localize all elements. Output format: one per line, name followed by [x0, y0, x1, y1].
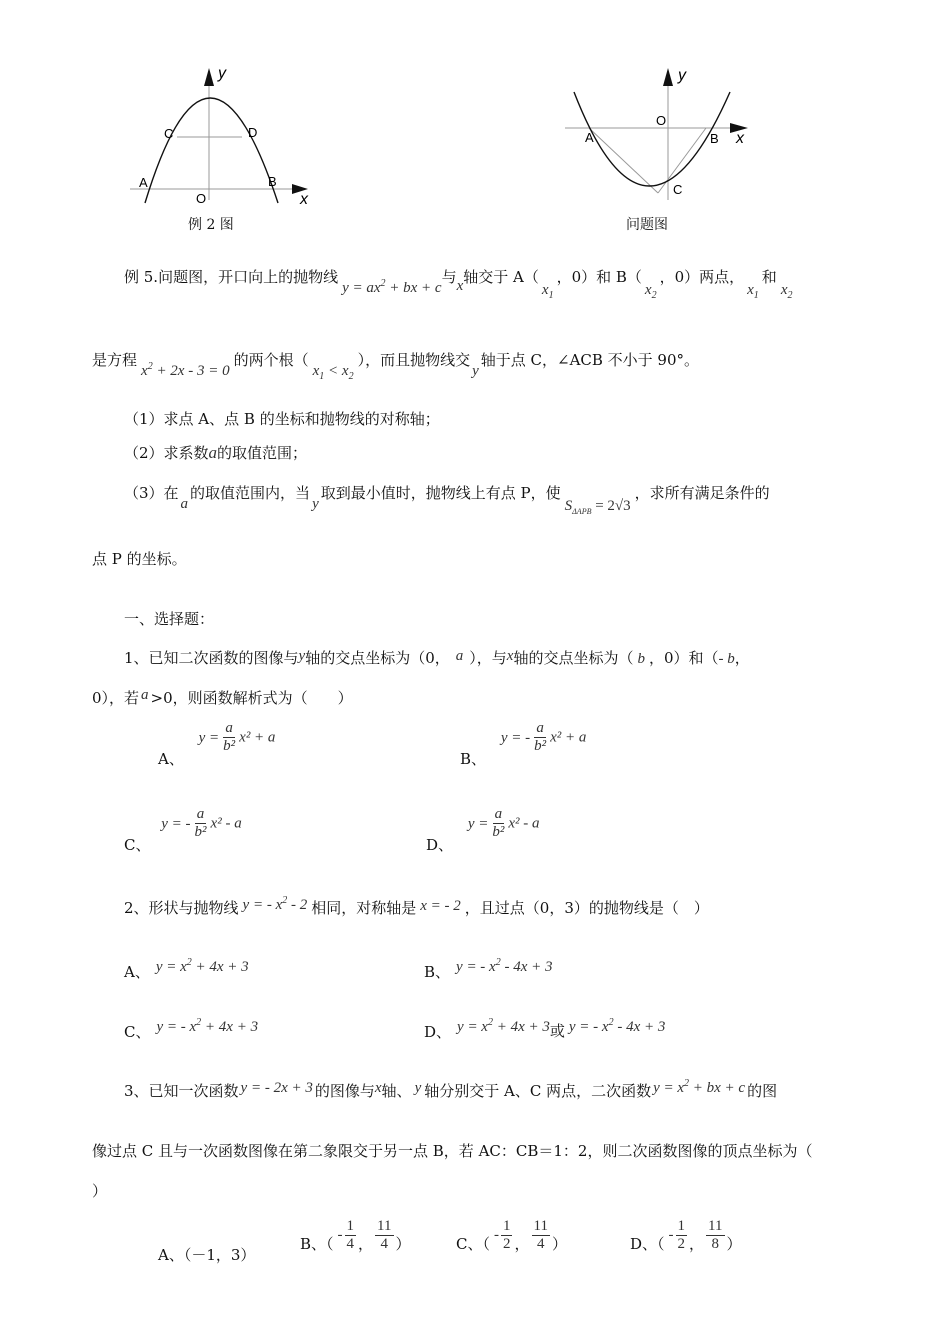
- ex5-area-expr: $S_{\Delta APB} = 2√3$: [564, 498, 631, 516]
- fig1-label-c: C: [164, 126, 174, 141]
- figure-problem: [560, 60, 760, 210]
- q3-option-b[interactable]: B、（ - $\frac{1}{4}$ ， $\frac{11}{4}$ ）: [300, 1218, 411, 1253]
- q2-line1: 2、形状与抛物线 y = - $x^2 - 2$ 相同，对称轴是 x = - 2 ，且过点（0，3）的抛物线是（ ）: [124, 895, 709, 917]
- q2-option-b[interactable]: B、 y = - $x^2 - 4x + 3$: [424, 957, 553, 981]
- q1-option-d[interactable]: D、 y = $\frac{a}{\text{b²}}$ x² - a: [426, 806, 540, 854]
- q2-option-c[interactable]: C、 y = - $x^2 + 4x + 3$: [124, 1017, 259, 1041]
- q2-option-a[interactable]: A、 $y = x^2 + 4x + 3$: [124, 957, 249, 981]
- ex5-x2: $x_2$: [644, 282, 657, 301]
- fig2-caption: 问题图: [626, 217, 668, 233]
- ex5-equation2: $x^2 + 2x - 3 = 0$: [141, 361, 230, 379]
- ex5-q2: （2）求系数a的取值范围；: [124, 443, 308, 462]
- fig1-label-a: A: [139, 175, 148, 190]
- q2-option-d[interactable]: D、 $y = x^2 + 4x + 3$或 y = - $x^2 - 4x + 3$: [424, 1017, 666, 1041]
- ex5-x2b: $x_2$: [780, 282, 793, 301]
- ex5-equation: $y = ax^2$ + bx + c: [342, 278, 442, 296]
- y-axis-arrow: [663, 68, 673, 86]
- parabola-up: [574, 92, 730, 186]
- q3-option-d[interactable]: D、（ - $\frac{1}{2}$ ， $\frac{11}{8}$ ）: [630, 1218, 742, 1253]
- parabola-down: [145, 98, 278, 203]
- ex5-inequality: $x_1 < x_2$: [312, 363, 354, 382]
- q3-option-a[interactable]: A、（－1，3）: [158, 1246, 256, 1264]
- q3-line2: 像过点 C 且与一次函数图像在第二象限交于另一点 B，若 AC：CB＝1：2，则二次函数图像的顶点坐标为（: [92, 1142, 813, 1160]
- fig2-label-y: y: [678, 67, 686, 84]
- q3-quadratic: $y = x^2$ + bx + c: [653, 1078, 746, 1096]
- q3-line1: 3、已知一次函数 y = - 2x + 3 的图像与x轴、 y 轴分别交于 A、C 两点，二次函数 $y = x^2$ + bx + c 的图: [124, 1078, 778, 1100]
- fig2-label-b: B: [710, 131, 719, 146]
- figure-example-2: [120, 60, 320, 210]
- ex5-x1: $x_1$: [541, 282, 554, 301]
- q1-line1: 1、已知二次函数的图像与y轴的交点坐标为（0， a ），与x轴的交点坐标为（ b ，0）和（- b，: [124, 648, 750, 667]
- fig1-label-d: D: [248, 125, 258, 140]
- ex5-q3-line2: 点 P 的坐标。: [92, 550, 187, 568]
- q1-option-c[interactable]: C、 y = - $\frac{a}{\text{b²}}$ x² - a: [124, 806, 242, 854]
- ex5-q1: （1）求点 A、点 B 的坐标和抛物线的对称轴；: [124, 410, 440, 428]
- q3-line3: ）: [92, 1182, 108, 1200]
- ex5-line1: 例 5.问题图，开口向上的抛物线$y = ax^2$ + bx + c与x轴交于 $A(x_1$，0）和 $B(x_2$，0）两点，$x_1$和$x_2$: [124, 268, 793, 301]
- fig1-label-x: x: [300, 191, 308, 208]
- ex5-x1b: $x_1$: [747, 282, 759, 301]
- q3-option-c[interactable]: C、（ - $\frac{1}{2}$ ， $\frac{11}{4}$ ）: [456, 1218, 567, 1253]
- fig1-label-b: B: [268, 174, 277, 189]
- fig2-label-o: O: [656, 113, 667, 128]
- q2-equation: y = - $x^2 - 2$: [242, 895, 308, 913]
- y-axis-arrow: [204, 68, 214, 86]
- section-title: 一、选择题：: [124, 610, 215, 628]
- segment-ac: [589, 128, 658, 193]
- fig1-label-o: O: [196, 191, 207, 206]
- fig1-caption: 例 2 图: [188, 217, 234, 233]
- ex5-q3: （3）在a的取值范围内，当y取到最小值时，抛物线上有点 P，使$S_{\Delta APB} = 2√3$，求所有满足条件的: [124, 484, 770, 516]
- ex5-line2: 是方程$x^2 + 2x - 3 = 0$的两个根$(x_1 < x_2)$，而且抛物线交y轴于点 C，∠ACB 不小于 90°。: [92, 351, 700, 382]
- q1-line2: 0），若 a >0，则函数解析式为（ ）: [92, 687, 353, 707]
- q1-option-a[interactable]: A、 y = $\frac{a}{\text{b²}}$ x² + a: [158, 720, 276, 768]
- fig2-label-c: C: [673, 182, 683, 197]
- fig1-label-y: y: [218, 65, 226, 82]
- q1-option-b[interactable]: B、 y = - $\frac{a}{\text{b²}}$ x² + a: [460, 720, 587, 768]
- fig2-label-x: x: [736, 130, 744, 147]
- fig2-label-a: A: [585, 130, 594, 145]
